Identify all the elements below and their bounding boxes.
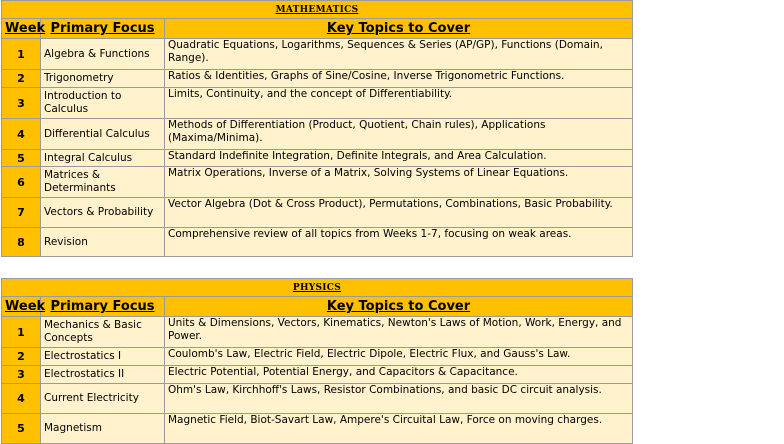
- week-cell[interactable]: 4: [2, 384, 41, 414]
- header-primary-focus[interactable]: Primary Focus: [41, 19, 165, 39]
- table-row: [2, 317, 633, 348]
- week-cell[interactable]: 5: [2, 414, 41, 444]
- header-key-topics[interactable]: Key Topics to Cover: [165, 297, 633, 317]
- table-row: [2, 384, 633, 414]
- topics-cell[interactable]: Limits, Continuity, and the concept of Differentiability.: [165, 88, 633, 119]
- math-table: [1, 0, 633, 257]
- table-row: [2, 88, 633, 119]
- table-row: [2, 228, 633, 257]
- header-key-topics[interactable]: Key Topics to Cover: [165, 19, 633, 39]
- focus-cell[interactable]: Matrices & Determinants: [41, 167, 165, 198]
- table-row: [2, 414, 633, 444]
- topics-cell[interactable]: Coulomb's Law, Electric Field, Electric Dipole, Electric Flux, and Gauss's Law.: [165, 348, 633, 366]
- focus-cell[interactable]: Current Electricity: [41, 384, 165, 414]
- header-primary-focus[interactable]: Primary Focus: [41, 297, 165, 317]
- week-cell[interactable]: 2: [2, 70, 41, 88]
- focus-cell[interactable]: Integral Calculus: [41, 150, 165, 167]
- physics-table: [1, 278, 633, 444]
- topics-cell[interactable]: Ohm's Law, Kirchhoff's Laws, Resistor Combinations, and basic DC circuit analysis.: [165, 384, 633, 414]
- table-row: [2, 167, 633, 198]
- header-week[interactable]: Week: [2, 19, 41, 39]
- table-title[interactable]: PHYSICS: [2, 279, 633, 297]
- table-row: [2, 70, 633, 88]
- week-cell[interactable]: 1: [2, 39, 41, 70]
- week-cell[interactable]: 4: [2, 119, 41, 150]
- week-cell[interactable]: 7: [2, 198, 41, 228]
- week-cell[interactable]: 8: [2, 228, 41, 257]
- table-row: [2, 150, 633, 167]
- topics-cell[interactable]: Standard Indefinite Integration, Definite Integrals, and Area Calculation.: [165, 150, 633, 167]
- topics-cell[interactable]: Ratios & Identities, Graphs of Sine/Cosine, Inverse Trigonometric Functions.: [165, 70, 633, 88]
- focus-cell[interactable]: Magnetism: [41, 414, 165, 444]
- topics-cell[interactable]: Comprehensive review of all topics from Weeks 1-7, focusing on weak areas.: [165, 228, 633, 257]
- focus-cell[interactable]: Electrostatics II: [41, 366, 165, 384]
- focus-cell[interactable]: Trigonometry: [41, 70, 165, 88]
- week-cell[interactable]: 2: [2, 348, 41, 366]
- focus-cell[interactable]: Introduction to Calculus: [41, 88, 165, 119]
- week-cell[interactable]: 6: [2, 167, 41, 198]
- topics-cell[interactable]: Vector Algebra (Dot & Cross Product), Permutations, Combinations, Basic Probability.: [165, 198, 633, 228]
- focus-cell[interactable]: Differential Calculus: [41, 119, 165, 150]
- focus-cell[interactable]: Algebra & Functions: [41, 39, 165, 70]
- week-cell[interactable]: 3: [2, 88, 41, 119]
- topics-cell[interactable]: Matrix Operations, Inverse of a Matrix, Solving Systems of Linear Equations.: [165, 167, 633, 198]
- topics-cell[interactable]: Magnetic Field, Biot-Savart Law, Ampere's Circuital Law, Force on moving charges.: [165, 414, 633, 444]
- week-cell[interactable]: 1: [2, 317, 41, 348]
- focus-cell[interactable]: Electrostatics I: [41, 348, 165, 366]
- table-row: [2, 198, 633, 228]
- focus-cell[interactable]: Vectors & Probability: [41, 198, 165, 228]
- topics-cell[interactable]: Units & Dimensions, Vectors, Kinematics, Newton's Laws of Motion, Work, Energy, and Power.: [165, 317, 633, 348]
- focus-cell[interactable]: Mechanics & Basic Concepts: [41, 317, 165, 348]
- topics-cell[interactable]: Quadratic Equations, Logarithms, Sequences & Series (AP/GP), Functions (Domain, Range).: [165, 39, 633, 70]
- week-cell[interactable]: 5: [2, 150, 41, 167]
- table-title[interactable]: MATHEMATICS: [2, 1, 633, 19]
- topics-cell[interactable]: Electric Potential, Potential Energy, and Capacitors & Capacitance.: [165, 366, 633, 384]
- table-row: [2, 39, 633, 70]
- table-row: [2, 348, 633, 366]
- week-cell[interactable]: 3: [2, 366, 41, 384]
- focus-cell[interactable]: Revision: [41, 228, 165, 257]
- topics-cell[interactable]: Methods of Differentiation (Product, Quotient, Chain rules), Applications (Maxima/Minima).: [165, 119, 633, 150]
- table-row: [2, 119, 633, 150]
- header-week[interactable]: Week: [2, 297, 41, 317]
- table-row: [2, 366, 633, 384]
